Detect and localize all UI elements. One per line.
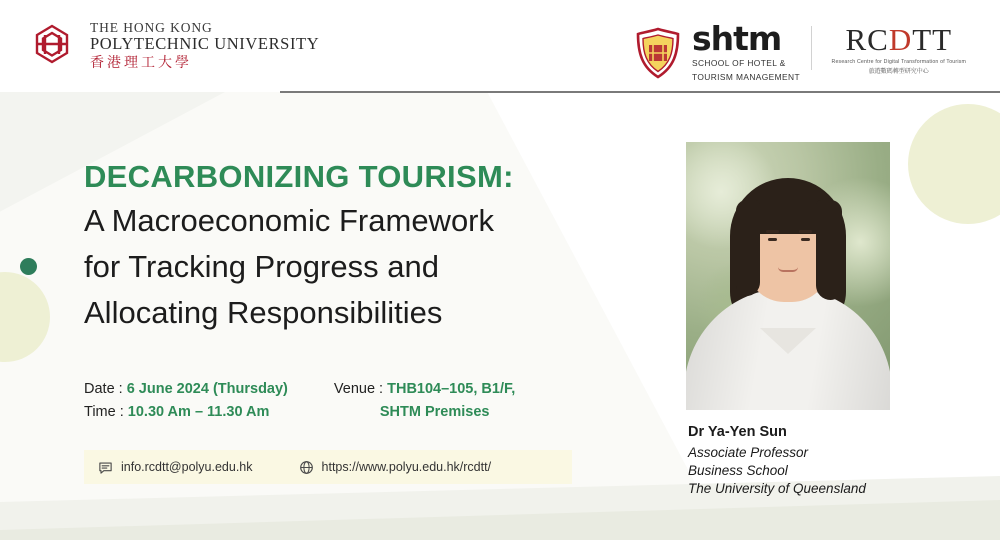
date-value: 6 June 2024 (Thursday)	[126, 381, 288, 397]
rcdtt-letter-r: R	[845, 22, 868, 57]
photo-person-hair-left	[736, 200, 760, 296]
rcdtt-logo	[832, 24, 966, 75]
event-date-row	[84, 378, 288, 401]
photo-person-eye-left	[768, 238, 777, 241]
event-venue-row	[334, 378, 515, 401]
speaker-affiliation	[688, 444, 988, 498]
date-label: Date :	[84, 381, 123, 397]
rcdtt-letter-d: D	[888, 22, 913, 57]
title-line-3: Allocating Responsibilities	[84, 294, 443, 330]
event-venue	[334, 378, 515, 425]
venue-value-line-1: THB104–105, B1/F,	[387, 381, 516, 397]
title-highlight: DECARBONIZING TOURISM:	[84, 159, 514, 194]
rcdtt-letter-t2: T	[932, 22, 953, 57]
contact-bar	[84, 450, 572, 484]
email-icon	[98, 460, 113, 475]
logo-divider	[811, 26, 812, 70]
title-line-2: for Tracking Progress and	[84, 248, 439, 284]
contact-website-text: https://www.polyu.edu.hk/rcdtt/	[321, 460, 492, 474]
photo-person-brow-right	[799, 230, 812, 233]
contact-email-text: info.rcdtt@polyu.edu.hk	[121, 460, 253, 474]
poster-header	[0, 0, 1000, 92]
rcdtt-wordmark	[832, 24, 966, 55]
speaker-title-line-1: Associate Professor	[688, 445, 809, 460]
title-line-1: A Macroeconomic Framework	[84, 202, 495, 238]
photo-person-brow-left	[766, 230, 779, 233]
speaker-photo	[686, 142, 890, 410]
photo-person-hair-right	[816, 200, 842, 300]
header-divider-rule	[280, 91, 1000, 93]
event-details	[84, 378, 515, 425]
speaker-name: Dr Ya-Yen Sun	[688, 424, 787, 440]
photo-person-mouth	[778, 267, 798, 272]
venue-value-line-2: SHTM Premises	[379, 404, 490, 421]
shtm-crest-icon	[634, 27, 682, 79]
event-datetime	[84, 378, 288, 425]
polyu-line-3: 香港理工大學	[90, 54, 192, 71]
polyu-wordmark	[90, 20, 319, 71]
rcdtt-sub-chinese: 旅遊數碼轉型研究中心	[868, 69, 929, 75]
shtm-logo	[634, 19, 800, 84]
page-title	[84, 158, 664, 335]
globe-icon	[299, 460, 314, 475]
polyu-line-2: POLYTECHNIC UNIVERSITY	[90, 34, 320, 54]
shtm-sub-1: SCHOOL OF HOTEL &	[691, 58, 786, 68]
contact-website[interactable]	[299, 460, 492, 475]
shtm-sub-2: TOURISM MANAGEMENT	[691, 72, 800, 83]
shtm-name: shtm	[691, 19, 782, 58]
event-time-row	[84, 401, 288, 424]
contact-email[interactable]	[98, 460, 253, 475]
shtm-wordmark	[691, 19, 800, 84]
speaker-title-line-2: Business School	[688, 463, 788, 479]
rcdtt-letter-c: C	[867, 22, 889, 57]
venue-label: Venue :	[333, 381, 384, 397]
time-value: 10.30 Am – 11.30 Am	[127, 404, 270, 421]
rcdtt-sub-english: Research Centre for Digital Transformation of Tourism	[831, 59, 966, 65]
speaker-title-line-3: The University of Queensland	[688, 481, 866, 497]
polyu-logo-icon	[26, 20, 78, 72]
speaker-caption	[688, 424, 988, 498]
polyu-logo	[26, 20, 319, 72]
time-label: Time :	[84, 404, 124, 421]
photo-person-eye-right	[801, 238, 810, 241]
polyu-line-1: THE HONG KONG	[90, 20, 213, 36]
rcdtt-letter-t1: T	[912, 22, 933, 57]
